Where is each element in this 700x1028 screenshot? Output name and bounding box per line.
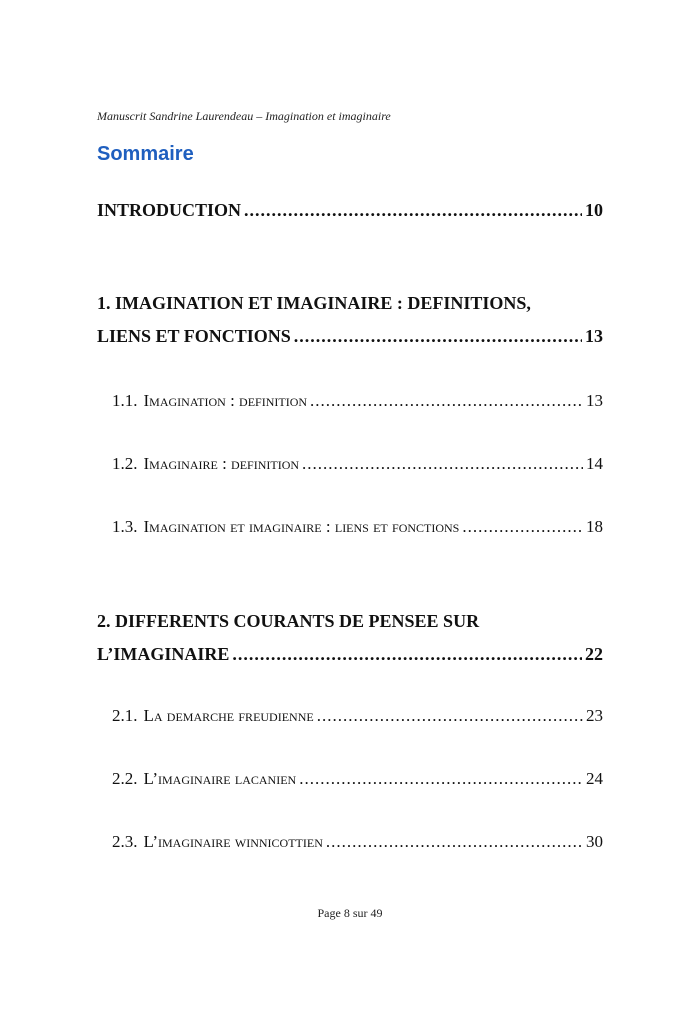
toc-section-number: 1.3. <box>112 517 138 536</box>
dot-leader <box>302 454 583 474</box>
toc-entry-label-group <box>112 391 307 411</box>
toc-entry-label-group <box>112 832 323 852</box>
toc-entry-label-group <box>112 454 299 474</box>
toc-entry-page: 22 <box>585 644 603 664</box>
toc-section-number: 1.2. <box>112 454 138 473</box>
toc-section-label: Imagination : definition <box>143 391 308 410</box>
toc-entry-section-2-3[interactable] <box>112 832 603 852</box>
dot-leader <box>244 200 582 221</box>
toc-entry-page: 24 <box>586 769 603 788</box>
toc-entry-chapter1[interactable] <box>97 326 603 347</box>
toc-entry-section-1-2[interactable] <box>112 454 603 474</box>
toc-section-label: L’imaginaire lacanien <box>143 769 297 788</box>
toc-section-label: L’imaginaire winnicottien <box>143 832 323 851</box>
toc-entry-label-group <box>112 769 296 789</box>
toc-section-number: 2.3. <box>112 832 138 851</box>
dot-leader <box>317 706 583 726</box>
dot-leader <box>294 326 582 347</box>
toc-entry-page: 13 <box>585 326 603 346</box>
dot-leader <box>299 769 583 789</box>
running-header: Manuscrit Sandrine Laurendeau – Imagination et imaginaire <box>97 109 391 123</box>
dot-leader <box>326 832 583 852</box>
toc-entry-label: LIENS ET FONCTIONS <box>97 326 291 346</box>
toc-entry-page: 18 <box>586 517 603 536</box>
toc-entry-label: INTRODUCTION <box>97 200 242 220</box>
dot-leader <box>310 391 583 411</box>
toc-chapter1-title-line1[interactable]: 1. IMAGINATION ET IMAGINAIRE : DEFINITIONS, <box>97 293 531 313</box>
dot-leader <box>232 644 582 665</box>
toc-entry-page: 23 <box>586 706 603 725</box>
toc-section-label: Imaginaire : definition <box>143 454 300 473</box>
dot-leader <box>462 517 583 537</box>
page-footer: Page 8 sur 49 <box>317 906 383 920</box>
toc-entry-section-2-2[interactable] <box>112 769 603 789</box>
toc-section-number: 2.2. <box>112 769 138 788</box>
toc-entry-chapter2[interactable] <box>97 644 603 665</box>
toc-section-number: 1.1. <box>112 391 138 410</box>
toc-entry-section-2-1[interactable] <box>112 706 603 726</box>
toc-entry-label: L’IMAGINAIRE <box>97 644 230 664</box>
toc-entry-label-group <box>112 517 459 537</box>
toc-entry-page: 30 <box>586 832 603 851</box>
toc-entry-page: 13 <box>586 391 603 410</box>
toc-section-label: La demarche freudienne <box>143 706 314 725</box>
toc-entry-page: 14 <box>586 454 603 473</box>
toc-chapter2-title-line1[interactable]: 2. DIFFERENTS COURANTS DE PENSEE SUR <box>97 611 480 631</box>
toc-entry-introduction[interactable] <box>97 200 603 221</box>
toc-heading: Sommaire <box>97 143 194 165</box>
toc-section-number: 2.1. <box>112 706 138 725</box>
toc-entry-label-group <box>112 706 314 726</box>
toc-entry-section-1-3[interactable] <box>112 517 603 537</box>
toc-entry-page: 10 <box>585 200 603 220</box>
toc-section-label: Imagination et imaginaire : liens et fonctions <box>143 517 460 536</box>
toc-entry-section-1-1[interactable] <box>112 391 603 411</box>
